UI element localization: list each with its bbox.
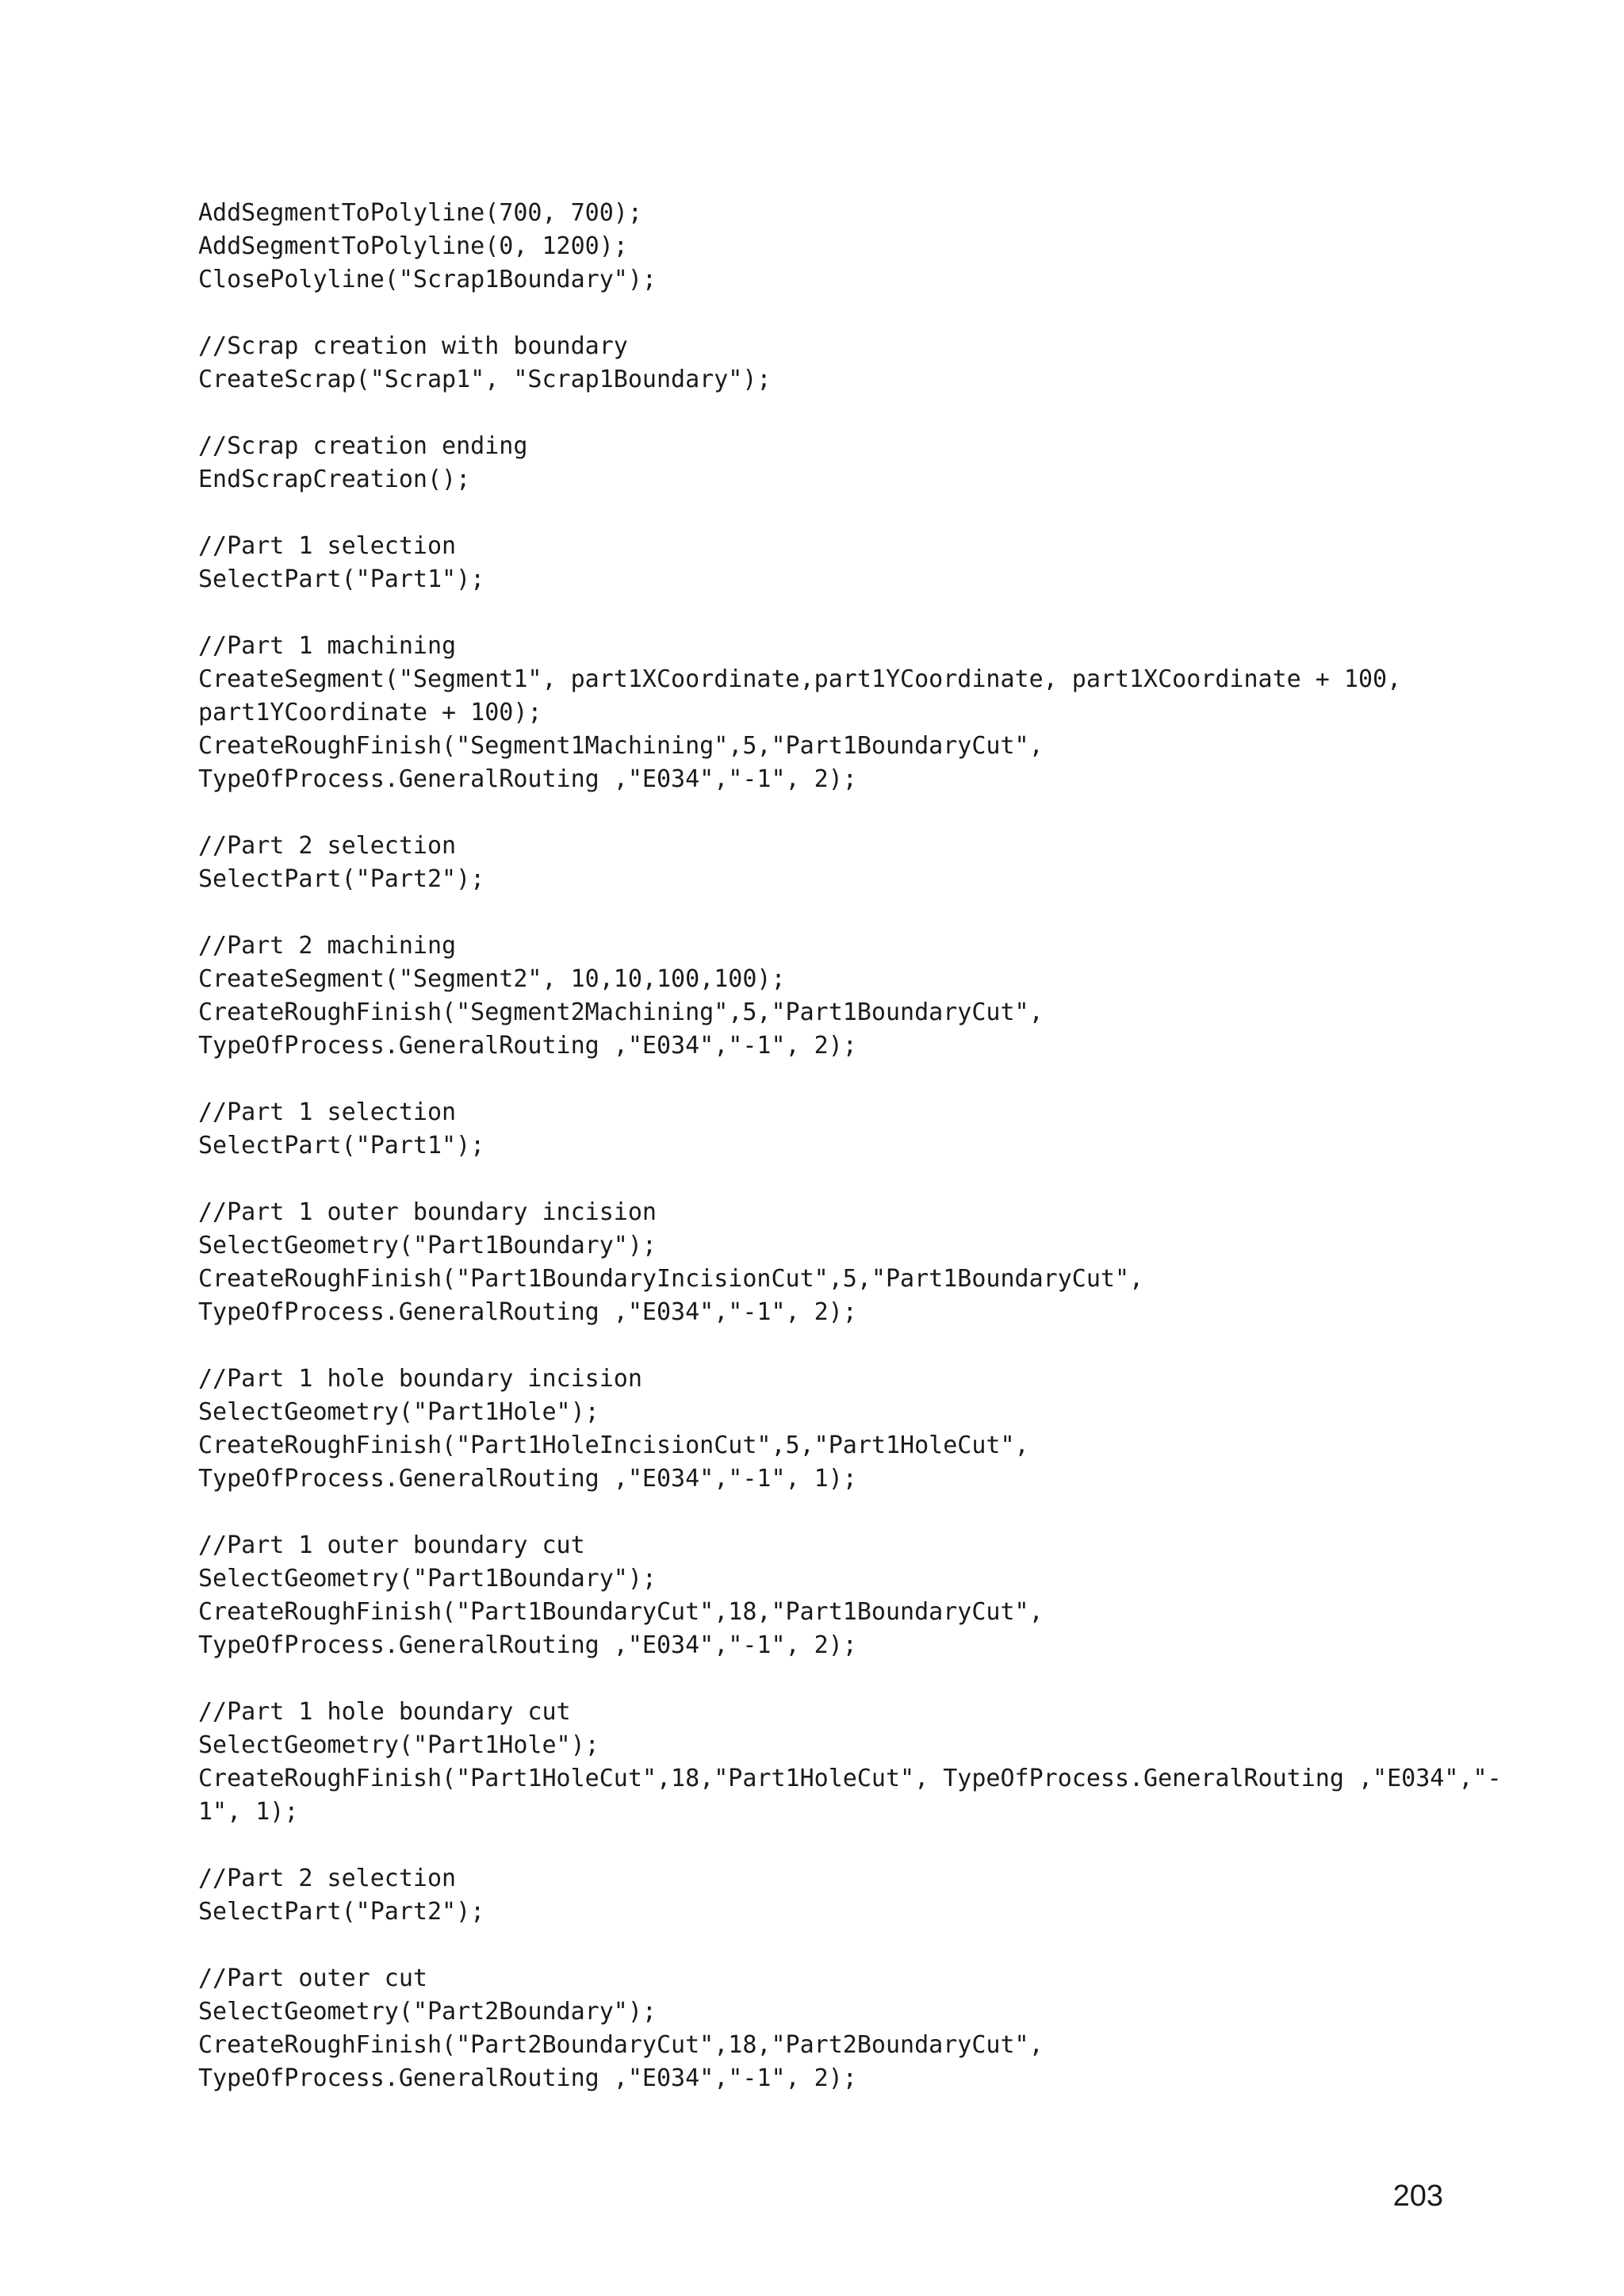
code-line: TypeOfProcess.GeneralRouting ,"E034","-1", 2);	[198, 1032, 857, 1060]
code-comment-line: //Part 1 outer boundary incision	[198, 1198, 657, 1226]
blank-line	[198, 397, 1530, 430]
code-line: SelectGeometry("Part1Hole");	[198, 1731, 599, 1759]
blank-line	[198, 796, 1530, 830]
code-line: CreateRoughFinish("Part1HoleCut",18,"Part1HoleCut", TypeOfProcess.GeneralRouting ,"E034","-	[198, 1765, 1502, 1792]
code-line: CreateRoughFinish("Part1HoleIncisionCut",5,"Part1HoleCut",	[198, 1432, 1029, 1459]
code-comment-line: //Scrap creation ending	[198, 432, 528, 460]
code-line: CreateScrap("Scrap1", "Scrap1Boundary");	[198, 366, 772, 393]
code-line: SelectPart("Part1");	[198, 1132, 485, 1159]
code-line: SelectGeometry("Part1Boundary");	[198, 1565, 657, 1593]
blank-line	[198, 1496, 1530, 1529]
code-line: TypeOfProcess.GeneralRouting ,"E034","-1", 2);	[198, 2064, 857, 2092]
code-line: 1", 1);	[198, 1798, 299, 1826]
code-line: TypeOfProcess.GeneralRouting ,"E034","-1", 2);	[198, 1298, 857, 1326]
code-line: TypeOfProcess.GeneralRouting ,"E034","-1", 1);	[198, 1465, 857, 1493]
page-number: 203	[1392, 2179, 1443, 2213]
code-comment-line: //Part 2 selection	[198, 1865, 457, 1892]
code-comment-line: //Part 1 selection	[198, 1098, 457, 1126]
code-comment-line: //Part 2 machining	[198, 932, 457, 960]
code-comment-line: //Part 1 hole boundary cut	[198, 1698, 571, 1726]
blank-line	[198, 896, 1530, 930]
code-line: ClosePolyline("Scrap1Boundary");	[198, 266, 657, 293]
blank-line	[198, 297, 1530, 330]
code-line: CreateRoughFinish("Segment2Machining",5,"Part1BoundaryCut",	[198, 999, 1044, 1026]
code-line: AddSegmentToPolyline(0, 1200);	[198, 232, 628, 260]
code-line: part1YCoordinate + 100);	[198, 699, 542, 726]
code-line: CreateSegment("Segment1", part1XCoordinate,part1YCoordinate, part1XCoordinate + 100,	[198, 665, 1402, 693]
code-line: CreateRoughFinish("Part1BoundaryIncisionCut",5,"Part1BoundaryCut",	[198, 1265, 1144, 1293]
blank-line	[198, 1662, 1530, 1696]
code-comment-line: //Part 2 selection	[198, 832, 457, 860]
code-line: CreateRoughFinish("Part1BoundaryCut",18,"Part1BoundaryCut",	[198, 1598, 1044, 1626]
code-line: CreateRoughFinish("Segment1Machining",5,"Part1BoundaryCut",	[198, 732, 1044, 760]
blank-line	[198, 496, 1530, 530]
code-line: SelectGeometry("Part1Hole");	[198, 1398, 599, 1426]
blank-line	[198, 1163, 1530, 1196]
blank-line	[198, 1329, 1530, 1363]
code-comment-line: //Scrap creation with boundary	[198, 332, 628, 360]
blank-line	[198, 1829, 1530, 1862]
code-line: SelectGeometry("Part2Boundary");	[198, 1998, 657, 2026]
blank-line	[198, 1929, 1530, 1962]
code-line: CreateRoughFinish("Part2BoundaryCut",18,"Part2BoundaryCut",	[198, 2031, 1044, 2059]
code-comment-line: //Part 1 selection	[198, 532, 457, 560]
code-comment-line: //Part 1 outer boundary cut	[198, 1531, 585, 1559]
code-line: EndScrapCreation();	[198, 466, 471, 493]
code-comment-line: //Part 1 machining	[198, 632, 457, 660]
code-line: SelectPart("Part2");	[198, 865, 485, 893]
code-line: SelectGeometry("Part1Boundary");	[198, 1232, 657, 1259]
code-line: TypeOfProcess.GeneralRouting ,"E034","-1", 2);	[198, 1631, 857, 1659]
code-comment-line: //Part 1 hole boundary incision	[198, 1365, 642, 1393]
code-line: CreateSegment("Segment2", 10,10,100,100);	[198, 965, 786, 993]
code-line: SelectPart("Part1");	[198, 565, 485, 593]
blank-line	[198, 1063, 1530, 1096]
code-comment-line: //Part outer cut	[198, 1964, 427, 1992]
code-line: AddSegmentToPolyline(700, 700);	[198, 199, 642, 227]
code-line: SelectPart("Part2");	[198, 1898, 485, 1926]
code-line: TypeOfProcess.GeneralRouting ,"E034","-1", 2);	[198, 765, 857, 793]
blank-line	[198, 596, 1530, 630]
code-listing	[198, 197, 1530, 2095]
